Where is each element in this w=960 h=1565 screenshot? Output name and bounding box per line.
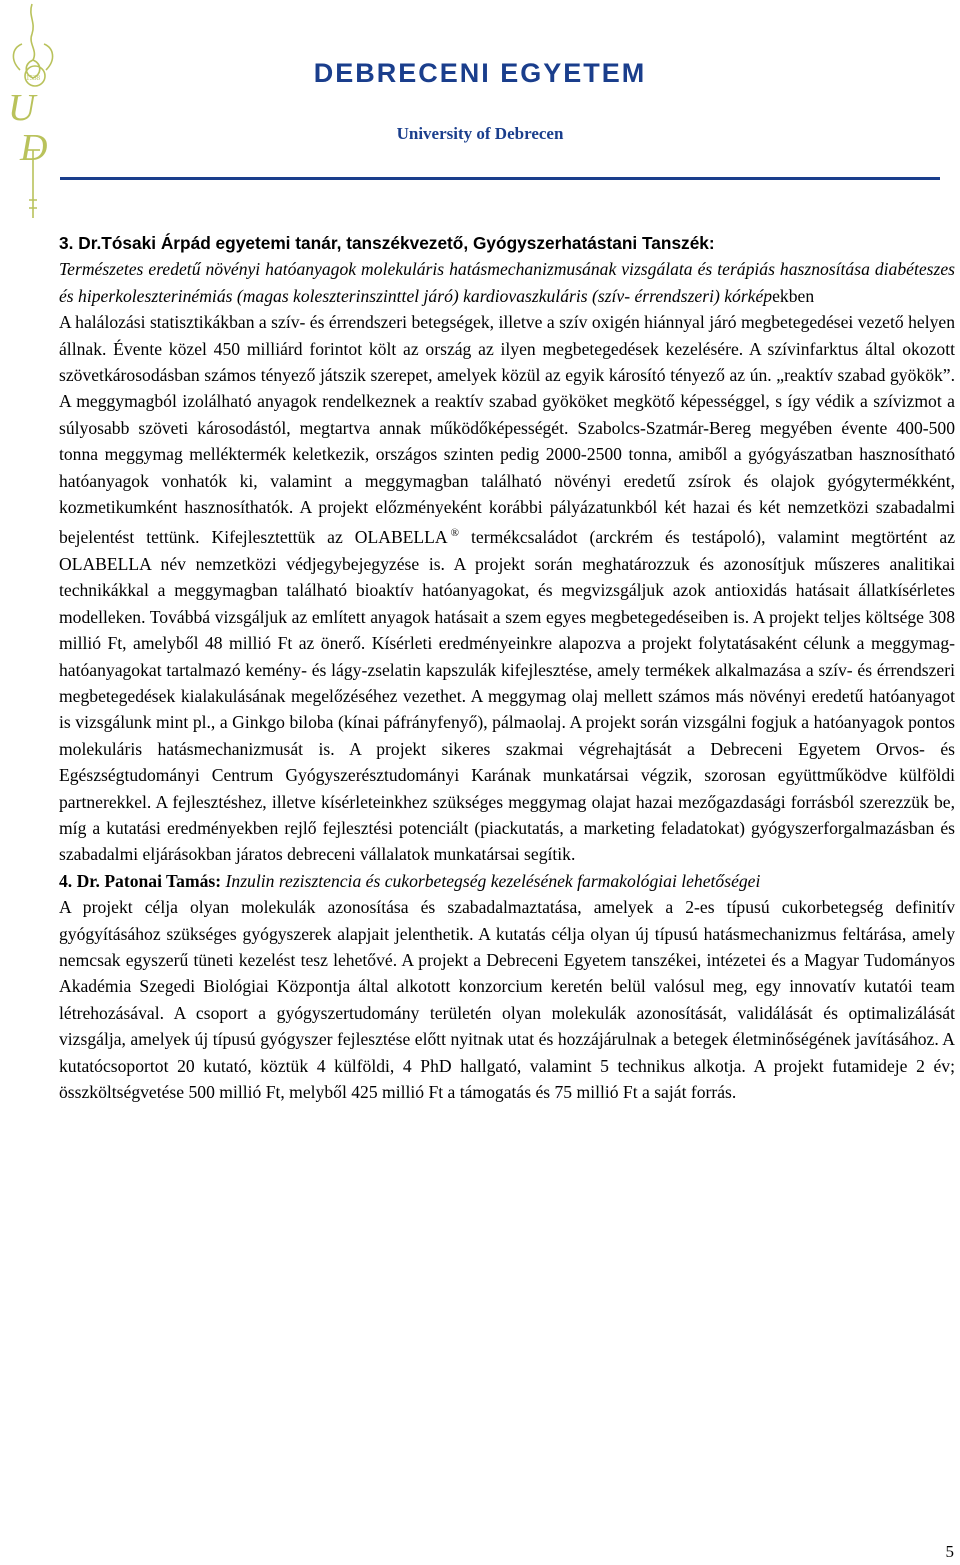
section-4-paragraph: A projekt célja olyan molekulák azonosítása és szabadalmaztatása, amelyek a 2-es típusú cukorbetegség definitív gyógyításához szükséges gyógyszerek alapjait jelenthetik. A kutatás célja olyan új típusú hatásmechanizmus feltárása, amely nemcsak egyszerű tüneti kezelést tesz lehetővé. A projekt a Debreceni Egyetem tanszékei, intézetei és a Magyar Tudományos Akadémia Szegedi Biológiai Központja által alkotott konzorcium keretén belül valósul meg, egy innovatív kutatói team létrehozásával. A csoport a gyógyszertudomány területén olyan molekulák azonosítását, validálását és optimalizálását vizsgálja, amelyek új típusú gyógyszer fejlesztése előtt nyitnak utat és hozzájárulnak a betegek életminőségének javításához. A kutatócsoportot 20 kutató, köztük 4 külföldi, 4 PhD hallgató, valamint 5 technikus alkotja. A projekt futamideje 2 év; összköltségvetése 500 millió Ft, melyből 425 millió Ft a támogatás és 75 millió Ft a saját forrás. — [59, 897, 955, 1102]
logo-letter-d: D — [20, 127, 48, 169]
page-number: 5 — [945, 1542, 954, 1561]
logo-year: 1538 — [26, 74, 40, 82]
section-3-topic: Természetes eredetű növényi hatóanyagok molekuláris hatásmechanizmusának vizsgálata és terápiás hasznosítása diabéteszes és hiperkoleszterinémiás (magas koleszterinszinttel járó) kardiovaszkuláris (szív- érrendszeri) kórkép — [59, 259, 955, 306]
section-3-number: 3. Dr. — [59, 233, 102, 253]
document-body — [59, 230, 955, 1105]
header-divider — [60, 177, 940, 180]
university-logo — [2, 0, 64, 222]
section-4-heading — [59, 868, 955, 894]
section-3-body-part-1: A halálozási statisztikákban a szív- és érrendszeri betegségek, illetve a szív oxigén hiánnyal járó megbetegedései vezető helyen állnak. Évente közel 450 milliárd forintot költ az ország az ilyen megbetegedések kezelésére. A szívinfarktus által okozott szövetkárosodásban számos tényező játszik szerepet, amelyek közül az egyik károsító tényező az ún. „reaktív szabad gyökök”. A meggymagból izolálható anyagok rendelkeznek a reaktív szabad gyököket megkötő képességgel, s így védik a szívizmot a súlyosabb szöveti károsodástól, megtartva annak működőképességét. Szabolcs-Szatmár-Bereg megyében évente 400-500 tonna meggymag melléktermék keletkezik, országos szinten pedig 2000-2500 tonna, amiből a gyógyászatban hasznosítható hatóanyagok vonhatók ki, valamint a meggymagban található növényi eredetű zsírok és olajok gyógytermékként, kozmetikumként hasznosíthatók. A projekt előzményeként korábbi pályázatunkból két hazai és két nemzetközi szabadalmi bejelentést tettünk. Kifejlesztettük az OLABELLA — [59, 312, 955, 548]
section-4-number: 4. Dr. — [59, 870, 100, 891]
section-3-topic-tail: ekben — [772, 285, 815, 306]
section-4-topic: Inzulin rezisztencia és cukorbetegség kezelésének farmakológiai lehetőségei — [225, 870, 761, 891]
section-3-title: Tósaki Árpád egyetemi tanár, tanszékvezető, Gyógyszerhatástani Tanszék: — [101, 233, 715, 253]
section-3-heading — [59, 230, 955, 256]
university-subtitle: University of Debrecen — [396, 124, 564, 143]
section-3-paragraph — [59, 309, 955, 868]
section-4-name: Patonai Tamás: — [104, 870, 222, 891]
university-title: DEBRECENI EGYETEM — [313, 58, 647, 88]
section-3-body-part-2: termékcsaládot (arckrém és testápoló), valamint megtörtént az OLABELLA név nemzetközi védjegybejegyzése is. A projekt során meghatározzuk és azonosítjuk műszeres analitikai technikákkal a meggymagban található bioaktív hatóanyagokat, és megvizsgáljuk azok antioxidás hatásait állatkísérletes modelleken. Továbbá vizsgáljuk az említett anyagok hatásait a szem egyes megbetegedéseiben is. A projekt teljes költsége 308 millió Ft, amelyből 48 millió Ft az önerő. Kísérleti eredményeinkre alapozva a projekt folytatásaként célunk a meggymag-hatóanyagokat tartalmazó kemény- és lágy-zselatin kapszulák kifejlesztése, amely termékek alkalmazása a szív- és érrendszeri megbetegedések kialakulásának megelőzéséhez vezethet. A meggymag olaj mellett számos más növényi eredetű hatóanyagot is vizsgálunk mint pl., a Ginkgo biloba (kínai páfrányfenyő), pálmaolaj. A projekt során vizsgálni fogjuk a hatóanyagok pontos molekuláris hatásmechanizmusát is. A projekt sikeres szakmai végrehajtását a Debreceni Egyetem Orvos- és Egészségtudományi Centrum Gyógyszerésztudományi Karának munkatársai végzik, szorosan együttműködve külföldi partnerekkel. A fejlesztéshez, illetve kísérleteinkhez szükséges meggymag olajat hazai mezőgazdasági forrásból szerezzük be, míg a kutatási eredményekben rejlő fejlesztési potenciált (piackutatás, a marketing feladatokat) gyógyszerforgalmazásban és szabadalmi eljárásokban járatos debreceni vállalatok munkatársai segítik. — [59, 527, 955, 865]
logo-letter-u: U — [8, 87, 36, 129]
section-3-italic-title — [59, 256, 955, 309]
registered-mark: ® — [450, 527, 459, 540]
